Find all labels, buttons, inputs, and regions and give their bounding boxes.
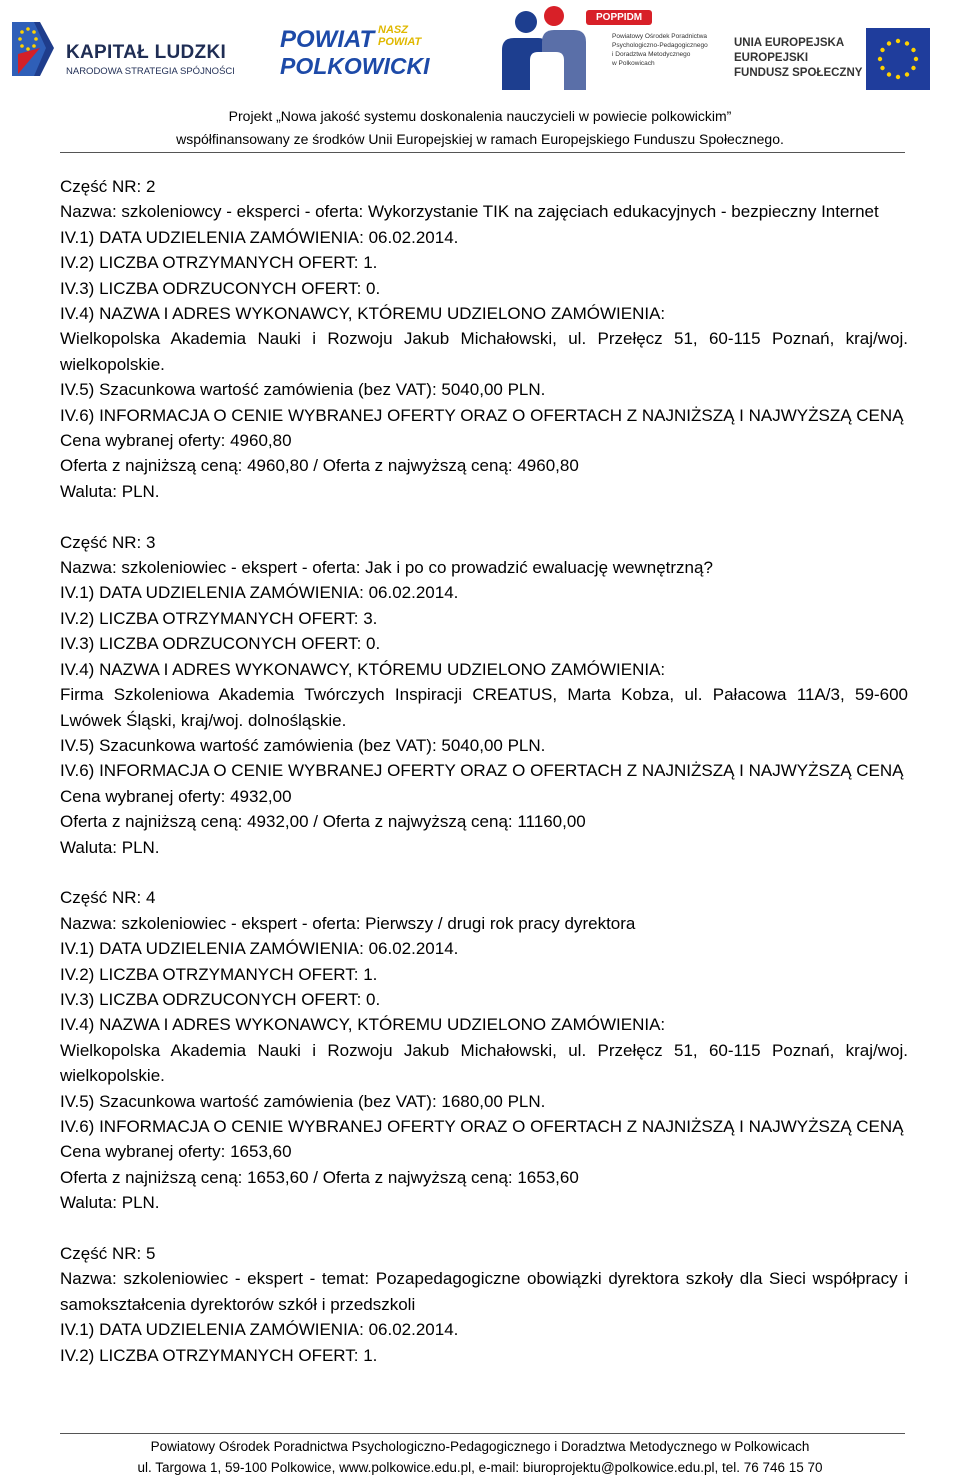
footer-divider [60, 1433, 905, 1434]
powiat-polkowicki-logo [276, 20, 438, 82]
currency: Waluta: PLN. [60, 1193, 160, 1213]
contractor-header: IV.4) NAZWA I ADRES WYKONAWCY, KTÓREMU UDZIELONO ZAMÓWIENIA: [60, 304, 666, 324]
document-body [60, 174, 908, 1393]
eu-text-line3: FUNDUSZ SPOŁECZNY [734, 67, 863, 79]
logo-bar [0, 0, 960, 100]
footer-contact: ul. Targowa 1, 59-100 Polkowice, www.polkowice.edu.pl, e-mail: biuroprojektu@polkowice.edu.pl, tel. 76 746 15 70 [137, 1460, 823, 1475]
nasz-powiat-tag [378, 24, 421, 48]
poppidm-logo [490, 2, 708, 96]
price-range: Oferta z najniższą ceną: 4932,00 / Oferta z najwyższą ceną: 11160,00 [60, 812, 586, 832]
estimated-value: IV.5) Szacunkowa wartość zamówienia (bez VAT): 5040,00 PLN. [60, 735, 546, 755]
selected-offer-price: Cena wybranej oferty: 4960,80 [60, 431, 292, 451]
eu-esf-logo [730, 28, 960, 92]
part-name: Nazwa: szkoleniowiec - ekspert - oferta: Jak i po co prowadzić ewaluację wewnętrzną? [60, 558, 713, 578]
eu-esf-text [734, 36, 862, 81]
eu-text-line1: UNIA EUROPEJSKA [734, 37, 845, 49]
offers-received: IV.2) LICZBA OTRZYMANYCH OFERT: 3. [60, 608, 378, 628]
offers-rejected: IV.3) LICZBA ODRZUCONYCH OFERT: 0. [60, 634, 381, 654]
poppidm-desc-line1: Powiatowy Ośrodek Poradnictwa [612, 33, 708, 40]
part-section [60, 530, 908, 860]
eu-flag-icon [866, 28, 930, 90]
award-date: IV.1) DATA UDZIELENIA ZAMÓWIENIA: 06.02.2014. [60, 227, 459, 247]
currency: Waluta: PLN. [60, 837, 160, 857]
poppidm-desc-line3: i Doradztwa Metodycznego [612, 51, 691, 58]
offers-received: IV.2) LICZBA OTRZYMANYCH OFERT: 1. [60, 1345, 378, 1365]
nasz-powiat-tag-line1: NASZ [378, 24, 408, 36]
contractor-details: Wielkopolska Akademia Nauki i Rozwoju Jakub Michałowski, ul. Przełęcz 51, 60-115 Poznań, kraj/woj. wielkopolskie. [60, 1040, 908, 1086]
price-range: Oferta z najniższą ceną: 1653,60 / Oferta z najwyższą ceną: 1653,60 [60, 1167, 579, 1187]
powiat-logo-line2: POLKOWICKI [280, 53, 430, 79]
contractor-details: Firma Szkoleniowa Akademia Twórczych Inspiracji CREATUS, Marta Kobza, ul. Pałacowa 11A/3, 59-600 Lwówek Śląski, kraj/woj. dolnośląskie. [60, 685, 908, 730]
part-number: Część NR: 5 [60, 1244, 156, 1264]
header-divider [60, 152, 905, 153]
kapital-ludzki-logo [10, 18, 248, 80]
part-number: Część NR: 3 [60, 532, 156, 552]
selected-offer-price: Cena wybranej oferty: 4932,00 [60, 786, 292, 806]
price-info-header: IV.6) INFORMACJA O CENIE WYBRANEJ OFERTY ORAZ O OFERTACH Z NAJNIŻSZĄ I NAJWYŻSZĄ CENĄ [60, 1117, 904, 1136]
offers-received: IV.2) LICZBA OTRZYMANYCH OFERT: 1. [60, 253, 378, 273]
project-title-line: Projekt „Nowa jakość systemu doskonalenia nauczycieli w powiecie polkowickim” [228, 108, 732, 124]
page-header [0, 0, 960, 160]
part-section [60, 174, 908, 504]
price-range: Oferta z najniższą ceną: 4960,80 / Oferta z najwyższą ceną: 4960,80 [60, 456, 579, 476]
offers-received: IV.2) LICZBA OTRZYMANYCH OFERT: 1. [60, 964, 378, 984]
poppidm-badge: POPPIDM [586, 10, 652, 25]
eu-text-line2: EUROPEJSKI [734, 52, 809, 64]
offers-rejected: IV.3) LICZBA ODRZUCONYCH OFERT: 0. [60, 989, 381, 1009]
poppidm-desc-line2: Psychologiczno-Pedagogicznego [612, 42, 708, 49]
project-funding-line: współfinansowany ze środków Unii Europejskiej w ramach Europejskiego Funduszu Społecznego. [176, 131, 784, 147]
estimated-value: IV.5) Szacunkowa wartość zamówienia (bez VAT): 5040,00 PLN. [60, 380, 546, 400]
footer-institution: Powiatowy Ośrodek Poradnictwa Psychologiczno-Pedagogicznego i Doradztwa Metodycznego w Polkowicach [150, 1439, 810, 1454]
contractor-header: IV.4) NAZWA I ADRES WYKONAWCY, KTÓREMU UDZIELONO ZAMÓWIENIA: [60, 659, 666, 679]
kapital-ludzki-title: KAPITAŁ LUDZKI [66, 42, 227, 63]
contractor-header: IV.4) NAZWA I ADRES WYKONAWCY, KTÓREMU UDZIELONO ZAMÓWIENIA: [60, 1015, 666, 1035]
kapital-ludzki-subtitle: NARODOWA STRATEGIA SPÓJNOŚCI [66, 66, 235, 77]
part-number: Część NR: 2 [60, 177, 156, 196]
nasz-powiat-tag-line2: POWIAT [378, 36, 422, 48]
price-info-header: IV.6) INFORMACJA O CENIE WYBRANEJ OFERTY ORAZ O OFERTACH Z NAJNIŻSZĄ I NAJWYŻSZĄ CENĄ [60, 761, 904, 781]
kapital-ludzki-emblem-icon [10, 18, 56, 80]
part-name: Nazwa: szkoleniowiec - ekspert - oferta: Pierwszy / drugi rok pracy dyrektora [60, 913, 636, 933]
contractor-details: Wielkopolska Akademia Nauki i Rozwoju Jakub Michałowski, ul. Przełęcz 51, 60-115 Poznań, kraj/woj. wielkopolskie. [60, 329, 908, 374]
part-name: Nazwa: szkoleniowcy - eksperci - oferta: Wykorzystanie TIK na zajęciach edukacyjnych - bezpieczny Internet [60, 202, 879, 222]
award-date: IV.1) DATA UDZIELENIA ZAMÓWIENIA: 06.02.2014. [60, 939, 459, 959]
price-info-header: IV.6) INFORMACJA O CENIE WYBRANEJ OFERTY ORAZ O OFERTACH Z NAJNIŻSZĄ I NAJWYŻSZĄ CENĄ [60, 405, 904, 425]
poppidm-desc-line4: w Polkowicach [612, 60, 655, 67]
part-section [60, 885, 908, 1215]
currency: Waluta: PLN. [60, 481, 160, 501]
powiat-logo-line1: POWIAT [280, 26, 375, 53]
part-name: Nazwa: szkoleniowiec - ekspert - temat: Pozapedagogiczne obowiązki dyrektora szkoły dla Sieci współpracy i samokształcenia dyrektorów szkół i przedszkoli [60, 1269, 908, 1314]
estimated-value: IV.5) Szacunkowa wartość zamówienia (bez VAT): 1680,00 PLN. [60, 1091, 546, 1111]
award-date: IV.1) DATA UDZIELENIA ZAMÓWIENIA: 06.02.2014. [60, 1320, 459, 1340]
award-date: IV.1) DATA UDZIELENIA ZAMÓWIENIA: 06.02.2014. [60, 583, 459, 603]
offers-rejected: IV.3) LICZBA ODRZUCONYCH OFERT: 0. [60, 278, 381, 298]
poppidm-description [612, 32, 708, 68]
selected-offer-price: Cena wybranej oferty: 1653,60 [60, 1142, 292, 1162]
part-section [60, 1241, 908, 1368]
part-number: Część NR: 4 [60, 888, 156, 908]
